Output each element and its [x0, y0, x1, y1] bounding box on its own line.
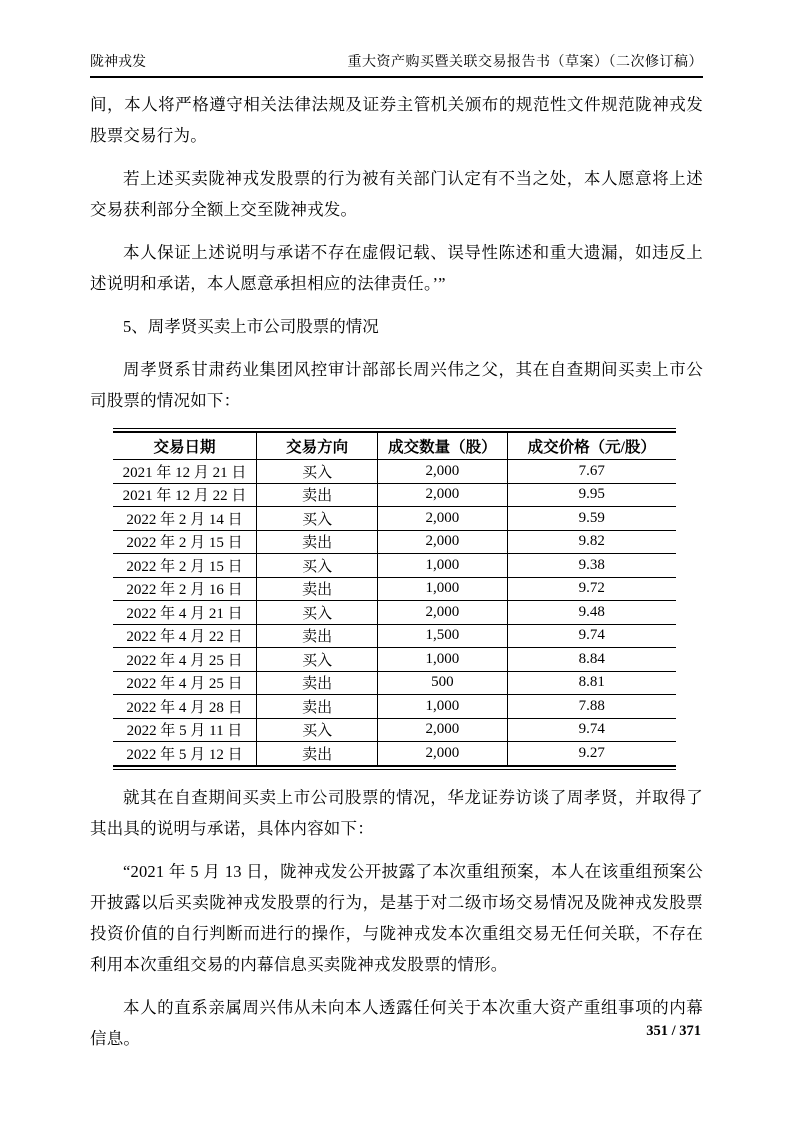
table-cell: 2022 年 4 月 25 日 — [113, 648, 257, 672]
table-cell: 2,000 — [378, 507, 507, 531]
table-cell: 9.82 — [507, 530, 676, 554]
section-heading: 5、周孝贤买卖上市公司股票的情况 — [123, 317, 379, 336]
table-cell: 2022 年 4 月 28 日 — [113, 695, 257, 719]
table-cell: 卖出 — [257, 483, 378, 507]
table-cell: 2,000 — [378, 601, 507, 625]
table-row — [113, 507, 676, 531]
table-cell: 2,000 — [378, 530, 507, 554]
table-cell: 1,500 — [378, 624, 507, 648]
table-cell: 买入 — [257, 507, 378, 531]
table-cell: 买入 — [257, 460, 378, 484]
table-cell: 卖出 — [257, 671, 378, 695]
table-cell: 2022 年 2 月 15 日 — [113, 530, 257, 554]
table-cell: 2022 年 2 月 16 日 — [113, 577, 257, 601]
table-cell: 2022 年 2 月 14 日 — [113, 507, 257, 531]
table-cell: 卖出 — [257, 530, 378, 554]
header-doc-title: 重大资产购买暨关联交易报告书（草案）（二次修订稿） — [347, 55, 703, 70]
page-header — [90, 0, 703, 78]
table-row — [113, 671, 676, 695]
paragraph-statement-quote: “2021 年 5 月 13 日，陇神戎发公开披露了本次重组预案，本人在该重组预案公开披露以后买卖陇神戎发股票的行为，是基于对二级市场交易情况及陇神戎发股票投资价值的自行判断而进行的操作，与陇神戎发本次重组交易无任何关联，不存在利用本次重组交易的内幕信息买卖陇神戎发股票的情形。 — [90, 861, 703, 974]
table-row — [113, 695, 676, 719]
table-header-row — [113, 432, 676, 460]
table-cell: 7.67 — [507, 460, 676, 484]
table-row — [113, 601, 676, 625]
table-cell: 2,000 — [378, 718, 507, 742]
table-cell: 9.74 — [507, 624, 676, 648]
table-cell: 2021 年 12 月 22 日 — [113, 483, 257, 507]
table-cell: 卖出 — [257, 577, 378, 601]
table-cell: 1,000 — [378, 577, 507, 601]
table-cell: 9.27 — [507, 742, 676, 766]
page-footer — [646, 1023, 701, 1040]
table-header-cell: 成交数量（股） — [378, 432, 507, 460]
table-cell: 9.59 — [507, 507, 676, 531]
table-cell: 9.48 — [507, 601, 676, 625]
table-cell: 1,000 — [378, 695, 507, 719]
paragraph-commitment-continuation: 间，本人将严格遵守相关法律法规及证券主管机关颁布的规范性文件规范陇神戎发股票交易行为。 — [90, 95, 703, 145]
table-cell: 2022 年 4 月 21 日 — [113, 601, 257, 625]
table-row — [113, 718, 676, 742]
table-cell: 8.81 — [507, 671, 676, 695]
table-header-cell: 交易方向 — [257, 432, 378, 460]
table-row — [113, 483, 676, 507]
table-cell: 2,000 — [378, 460, 507, 484]
table-cell: 2022 年 2 月 15 日 — [113, 554, 257, 578]
document-body — [90, 89, 703, 1054]
table-cell: 9.95 — [507, 483, 676, 507]
table-cell: 2022 年 4 月 25 日 — [113, 671, 257, 695]
page-number: 351 / 371 — [646, 1023, 701, 1039]
trades-table — [113, 431, 676, 767]
table-cell: 1,000 — [378, 648, 507, 672]
table-cell: 2022 年 4 月 22 日 — [113, 624, 257, 648]
table-cell: 2022 年 5 月 11 日 — [113, 718, 257, 742]
table-cell: 买入 — [257, 648, 378, 672]
paragraph-interview: 就其在自查期间买卖上市公司股票的情况，华龙证券访谈了周孝贤，并取得了其出具的说明与承诺，具体内容如下： — [90, 787, 703, 838]
table-row — [113, 530, 676, 554]
paragraph-zhou-intro: 周孝贤系甘肃药业集团风控审计部部长周兴伟之父，其在自查期间买卖上市公司股票的情况如下： — [90, 360, 703, 410]
table-cell: 买入 — [257, 601, 378, 625]
table-cell: 8.84 — [507, 648, 676, 672]
table-row — [113, 554, 676, 578]
table-cell: 卖出 — [257, 624, 378, 648]
paragraph-no-insider-info: 本人的直系亲属周兴伟从未向本人透露任何关于本次重大资产重组事项的内幕信息。 — [90, 997, 703, 1048]
table-row — [113, 648, 676, 672]
table-cell: 2,000 — [378, 742, 507, 766]
table-cell: 买入 — [257, 554, 378, 578]
header-company-name: 陇神戎发 — [90, 55, 146, 70]
table-cell: 500 — [378, 671, 507, 695]
table-body — [113, 460, 676, 766]
table-header-cell: 交易日期 — [113, 432, 257, 460]
table-cell: 2,000 — [378, 483, 507, 507]
table-cell: 2021 年 12 月 21 日 — [113, 460, 257, 484]
table-cell: 9.72 — [507, 577, 676, 601]
table-header-cell: 成交价格（元/股） — [507, 432, 676, 460]
table-row — [113, 577, 676, 601]
table-cell: 卖出 — [257, 742, 378, 766]
table-row — [113, 460, 676, 484]
trades-table-container — [113, 428, 676, 770]
table-row — [113, 624, 676, 648]
table-row — [113, 742, 676, 766]
table-cell: 7.88 — [507, 695, 676, 719]
paragraph-guarantee: 本人保证上述说明与承诺不存在虚假记载、误导性陈述和重大遗漏，如违反上述说明和承诺，本人愿意承担相应的法律责任。’” — [90, 243, 703, 293]
table-cell: 9.38 — [507, 554, 676, 578]
table-cell: 9.74 — [507, 718, 676, 742]
table-cell: 1,000 — [378, 554, 507, 578]
table-cell: 2022 年 5 月 12 日 — [113, 742, 257, 766]
table-cell: 买入 — [257, 718, 378, 742]
table-cell: 卖出 — [257, 695, 378, 719]
paragraph-improper-trading: 若上述买卖陇神戎发股票的行为被有关部门认定有不当之处，本人愿意将上述交易获利部分全额上交至陇神戎发。 — [90, 169, 703, 219]
